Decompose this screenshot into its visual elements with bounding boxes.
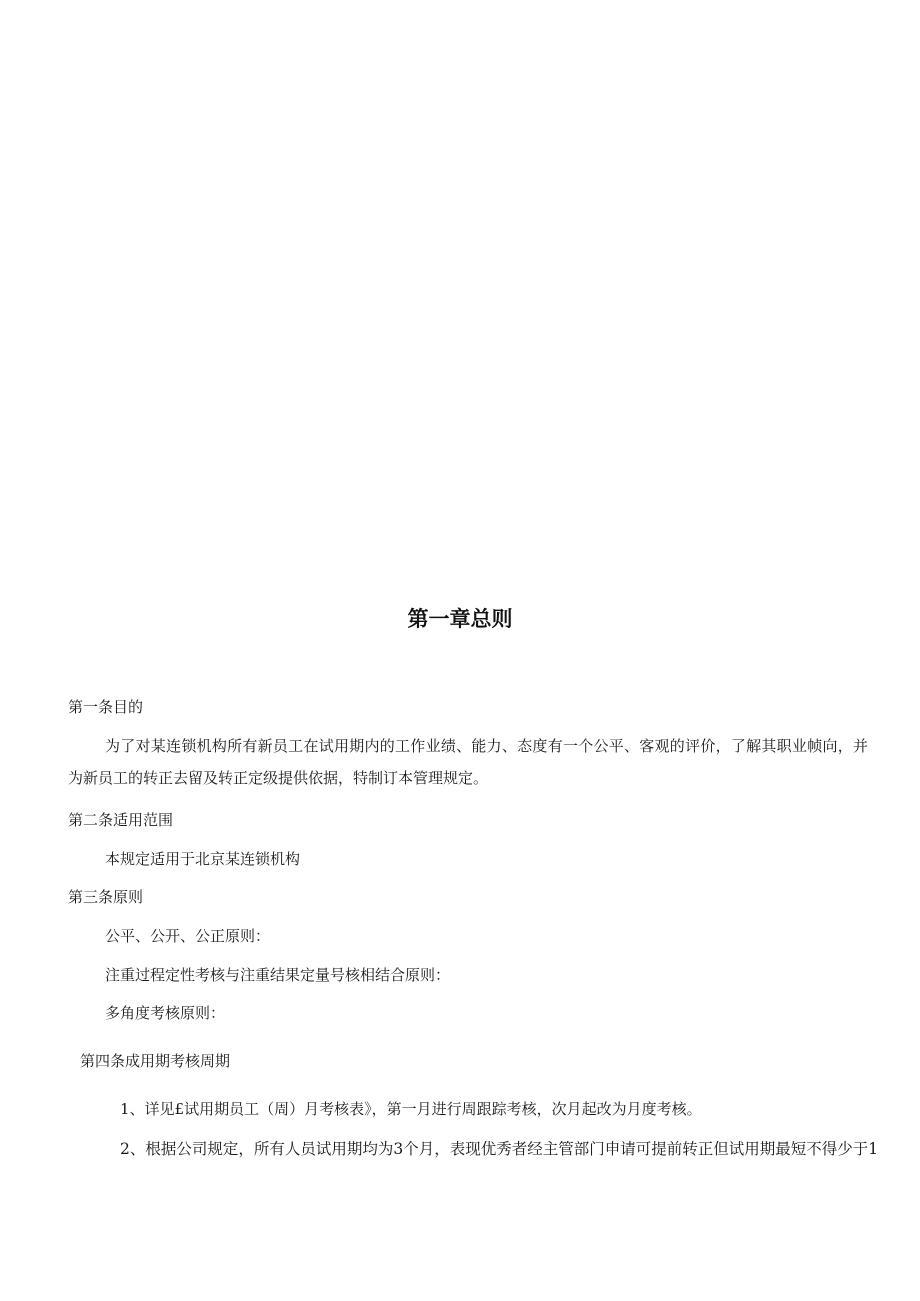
article-3-heading: 第三条原则 — [68, 888, 144, 906]
article-1-body: 为了对某连锁机构所有新员工在试用期内的工作业绩、能力、态度有一个公平、客观的评价，了解其职业帧向，并为新员工的转正去留及转正定级提供依据，特制订本管理规定。 — [68, 737, 868, 787]
article-1-heading: 第一条目的 — [68, 698, 144, 716]
article-2-body: 本规定适用于北京某连锁机构 — [105, 850, 301, 868]
cycle-item: 2、根据公司规定，所有人员试用期均为3个月，表现优秀者经主管部门申请可提前转正但试用期最短不得少于1 — [120, 1140, 879, 1158]
chapter-title: 第一章总则 — [407, 607, 513, 631]
principle-item: 注重过程定性考核与注重结果定量号核相结合原则： — [105, 966, 451, 984]
article-4-heading: 第四条成用期考核周期 — [80, 1052, 231, 1070]
principle-item: 公平、公开、公正原则： — [105, 927, 271, 945]
cycle-item: 1、详见£试用期员工（周）月考核表》，第一月进行周跟踪考核，次月起改为月度考核。 — [120, 1100, 702, 1118]
principle-item: 多角度考核原则： — [105, 1004, 226, 1022]
article-2-heading: 第二条适用范围 — [68, 811, 174, 829]
